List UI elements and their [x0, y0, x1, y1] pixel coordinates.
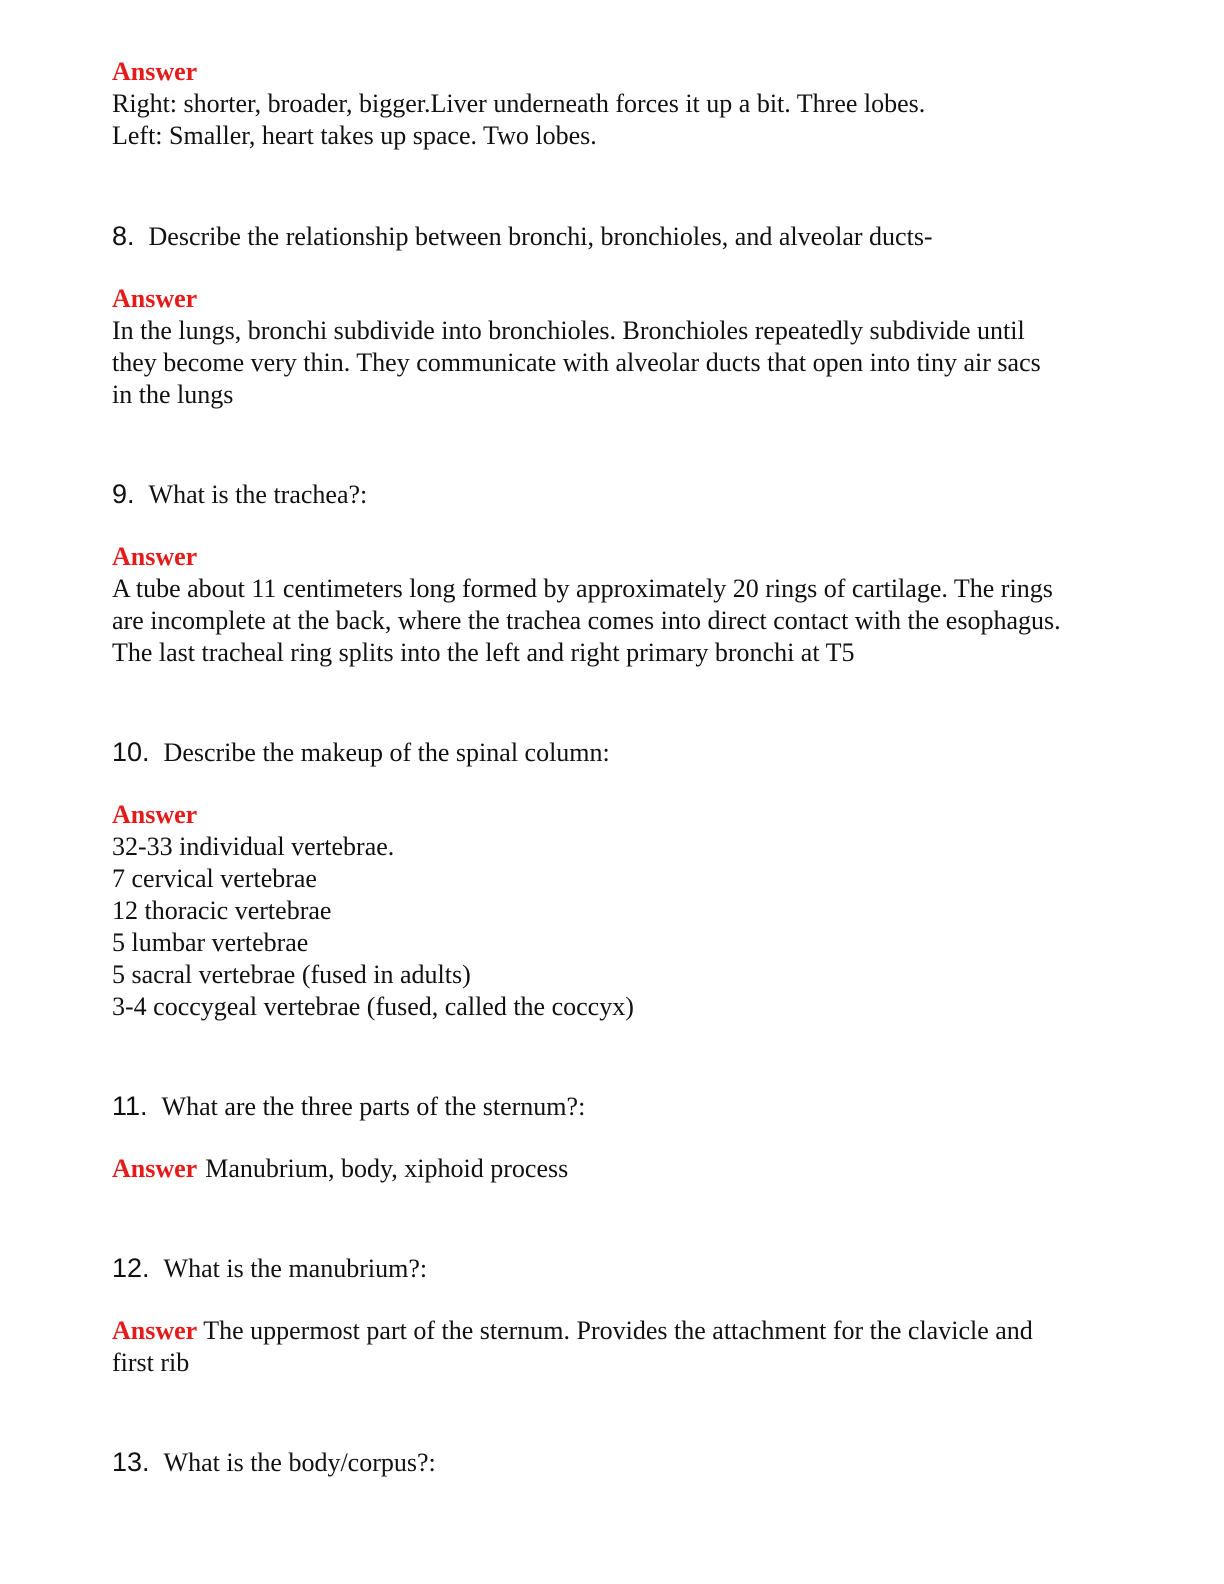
- question-8: [112, 220, 1112, 253]
- question-text: What is the trachea?:: [148, 480, 368, 509]
- question-text: Describe the relationship between bronchi, bronchioles, and alveolar ducts-: [148, 222, 933, 251]
- question-number: 11.: [112, 1091, 148, 1121]
- question-9: [112, 478, 1112, 511]
- answer-line: in the lungs: [112, 380, 234, 409]
- question-text: What is the manubrium?:: [163, 1254, 428, 1283]
- answer-line: are incomplete at the back, where the trachea comes into direct contact with the esophagus.: [112, 606, 1061, 635]
- answer-text: The uppermost part of the sternum. Provides the attachment for the clavicle and: [203, 1316, 1033, 1345]
- answer-9: [112, 541, 1112, 669]
- answer-line: Left: Smaller, heart takes up space. Two lobes.: [112, 121, 597, 150]
- question-text: Describe the makeup of the spinal column:: [163, 738, 610, 767]
- answer-line: they become very thin. They communicate with alveolar ducts that open into tiny air sacs: [112, 348, 1041, 377]
- answer-12: [112, 1315, 1112, 1379]
- answer-line: first rib: [112, 1348, 190, 1377]
- answer-line: A tube about 11 centimeters long formed by approximately 20 rings of cartilage. The rings: [112, 574, 1053, 603]
- question-number: 10.: [112, 737, 150, 767]
- question-10: [112, 736, 1112, 769]
- answer-label: Answer: [112, 1154, 198, 1183]
- question-text: What is the body/corpus?:: [163, 1448, 436, 1477]
- answer-line: 32-33 individual vertebrae.: [112, 832, 395, 861]
- question-12: [112, 1252, 1112, 1285]
- answer-label: Answer: [112, 542, 198, 571]
- answer-11: [112, 1153, 1112, 1185]
- answer-line: The last tracheal ring splits into the left and right primary bronchi at T5: [112, 638, 855, 667]
- question-number: 12.: [112, 1253, 150, 1283]
- question-number: 9.: [112, 479, 135, 509]
- answer-10: [112, 799, 1112, 1023]
- question-13: [112, 1446, 1112, 1479]
- answer-line: Right: shorter, broader, bigger.Liver underneath forces it up a bit. Three lobes.: [112, 89, 926, 118]
- answer-label: Answer: [112, 284, 198, 313]
- answer-line: In the lungs, bronchi subdivide into bronchioles. Bronchioles repeatedly subdivide until: [112, 316, 1025, 345]
- question-number: 8.: [112, 221, 135, 251]
- question-text: What are the three parts of the sternum?:: [161, 1092, 586, 1121]
- answer-label: Answer: [112, 800, 198, 829]
- answer-line: 5 lumbar vertebrae: [112, 928, 309, 957]
- question-11: [112, 1090, 1112, 1123]
- answer-line: 3-4 coccygeal vertebrae (fused, called the coccyx): [112, 992, 634, 1021]
- answer-line: 7 cervical vertebrae: [112, 864, 317, 893]
- answer-line: 5 sacral vertebrae (fused in adults): [112, 960, 471, 989]
- answer-label: Answer: [112, 57, 198, 86]
- answer-7: [112, 56, 1112, 152]
- answer-text: Manubrium, body, xiphoid process: [205, 1154, 569, 1183]
- answer-8: [112, 283, 1112, 411]
- answer-label: Answer: [112, 1316, 198, 1345]
- answer-line: 12 thoracic vertebrae: [112, 896, 332, 925]
- question-number: 13.: [112, 1447, 150, 1477]
